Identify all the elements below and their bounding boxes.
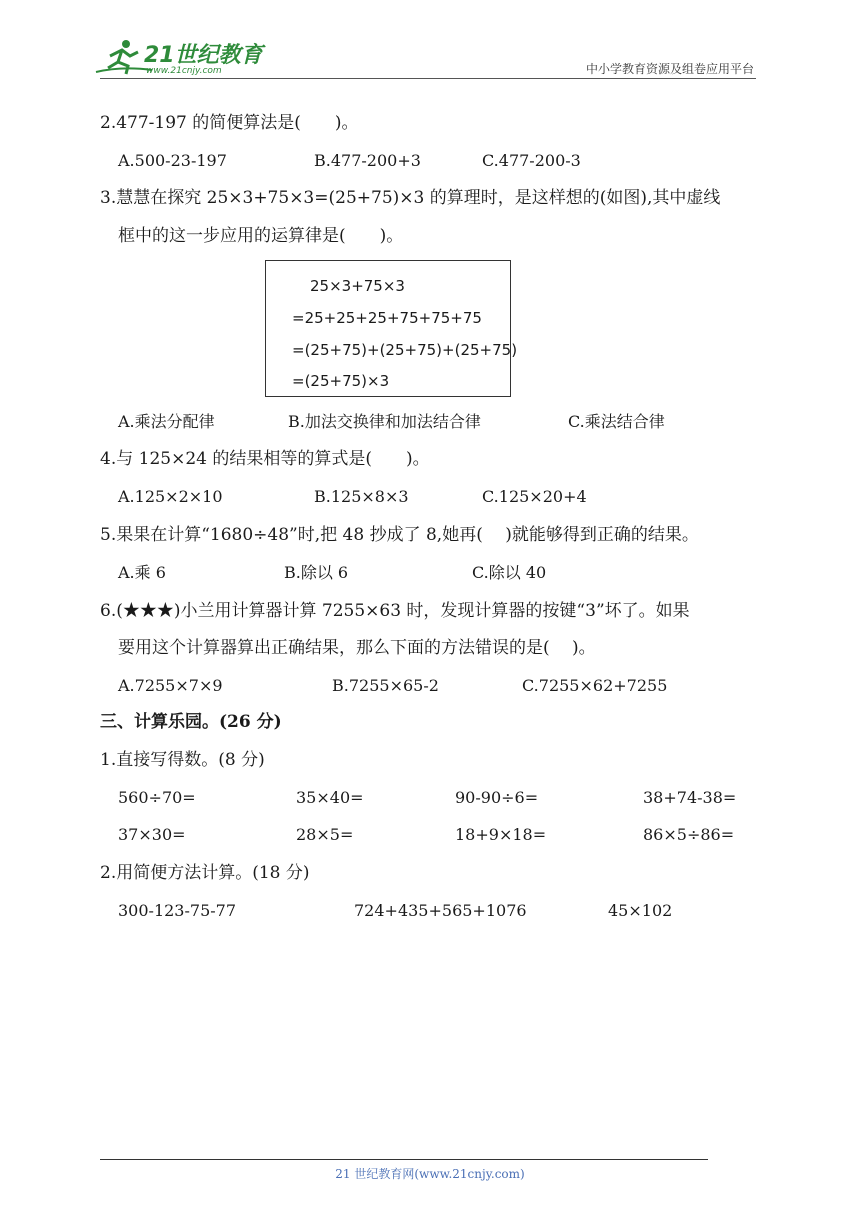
- q6-option-c: C.7255×62+7255: [522, 676, 668, 695]
- section-3-title: 三、计算乐园。(26 分): [100, 712, 282, 732]
- calc-line-3: =(25+75)+(25+75)+(25+75): [292, 341, 518, 359]
- q2-option-c: C.477-200-3: [482, 151, 581, 170]
- q2-option-b: B.477-200+3: [314, 151, 421, 170]
- logo-text: 21世纪教育: [144, 43, 263, 68]
- q3-option-c: C.乘法结合律: [568, 412, 665, 431]
- calc-line-2: =25+25+25+75+75+75: [292, 309, 482, 327]
- question-5: 5.果果在计算“1680÷48”时,把 48 抄成了 8,她再( )就能够得到正确的结果。: [100, 525, 699, 545]
- question-3: 3.慧慧在探究 25×3+75×3=(25+75)×3 的算理时，是这样想的(如图),其中虚线: [100, 188, 721, 208]
- calc-line-1: 25×3+75×3: [310, 277, 405, 295]
- q5-option-b: B.除以 6: [284, 563, 349, 582]
- logo-url: www.21cnjy.com: [146, 66, 222, 76]
- question-2: 2.477-197 的简便算法是( )。: [100, 113, 359, 133]
- q3-option-b: B.加法交换律和加法结合律: [288, 412, 481, 431]
- question-6: 6.(★★★)小兰用计算器计算 7255×63 时，发现计算器的按键“3”坏了。如果: [100, 601, 690, 621]
- calc-item: 45×102: [608, 901, 673, 920]
- header-slogan: 中小学教育资源及组卷应用平台: [585, 62, 754, 76]
- question-6-cont: 要用这个计算器算出正确结果，那么下面的方法错误的是( )。: [118, 638, 596, 658]
- site-logo: [92, 36, 262, 80]
- header-divider: [100, 78, 756, 79]
- calc-item: 35×40=: [296, 788, 364, 807]
- section-3-sub-1: 1.直接写得数。(8 分): [100, 750, 265, 770]
- section-3-sub-2: 2.用简便方法计算。(18 分): [100, 863, 310, 883]
- calc-item: 38+74-38=: [643, 788, 737, 807]
- q6-option-b: B.7255×65-2: [332, 676, 439, 695]
- footer-divider: [100, 1159, 708, 1160]
- calc-item: 724+435+565+1076: [354, 901, 527, 920]
- question-4: 4.与 125×24 的结果相等的算式是( )。: [100, 449, 430, 469]
- calc-item: 300-123-75-77: [118, 901, 237, 920]
- q4-option-a: A.125×2×10: [118, 487, 223, 506]
- calc-item: 37×30=: [118, 825, 186, 844]
- q4-option-b: B.125×8×3: [314, 487, 409, 506]
- calc-item: 18+9×18=: [455, 825, 547, 844]
- calc-line-4: =(25+75)×3: [292, 372, 390, 390]
- calculation-box: [265, 260, 518, 397]
- q6-option-a: A.7255×7×9: [118, 676, 223, 695]
- q3-option-a: A.乘法分配律: [118, 412, 215, 431]
- calc-item: 560÷70=: [118, 788, 196, 807]
- q5-option-a: A.乘 6: [118, 563, 166, 582]
- question-3-cont: 框中的这一步应用的运算律是( )。: [118, 226, 404, 246]
- q5-option-c: C.除以 40: [472, 563, 547, 582]
- calc-item: 90-90÷6=: [455, 788, 539, 807]
- q4-option-c: C.125×20+4: [482, 487, 587, 506]
- footer-link[interactable]: 21 世纪教育网(www.21cnjy.com): [335, 1167, 525, 1181]
- q2-option-a: A.500-23-197: [118, 151, 227, 170]
- calc-item: 86×5÷86=: [643, 825, 735, 844]
- calc-item: 28×5=: [296, 825, 354, 844]
